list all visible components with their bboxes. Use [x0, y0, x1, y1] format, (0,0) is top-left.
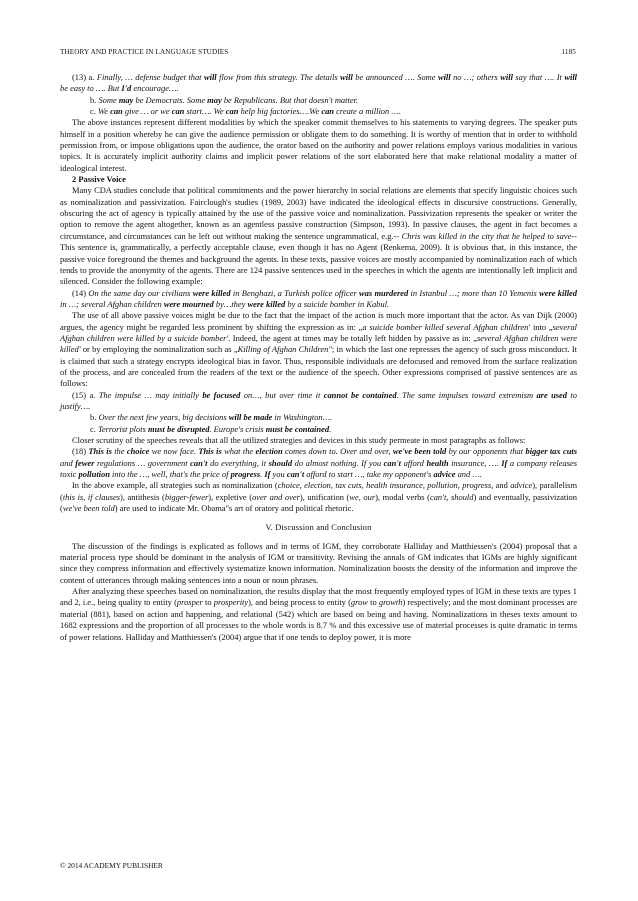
text-run: was murdered — [359, 287, 409, 298]
text-run: to — [367, 597, 379, 608]
text-run: say that …. It — [512, 72, 565, 82]
text-run: ), expletive ( — [208, 491, 253, 502]
text-run: in Benghazi, a Turkish police officer — [230, 287, 360, 298]
text-run: may — [207, 94, 222, 105]
text-run: can — [321, 106, 334, 117]
text-run: create a million …. — [334, 106, 401, 117]
text-run: can — [171, 106, 185, 117]
text-run: were killed — [539, 287, 578, 298]
text-run: After analyzing these speeches based on nominalization, the results display that the most frequently employed types of IGM in these texts are types 1 and 2, i.e., being quality to entity ( — [60, 586, 577, 608]
text-run: and — [493, 480, 511, 491]
example-13a — [60, 72, 577, 95]
text-run: must be contained — [265, 423, 330, 434]
paragraph-passive-discussion — [60, 310, 577, 389]
text-run: into „ — [530, 321, 553, 332]
text-run: progress — [230, 469, 261, 480]
text-run: on…, but over time it — [240, 389, 324, 400]
text-run: regulations … government — [94, 457, 191, 468]
text-run: will — [500, 72, 513, 82]
paragraph-strategies-summary — [60, 480, 577, 514]
text-run: (13) a. — [72, 72, 97, 82]
text-run: (18) — [72, 446, 89, 457]
example-13c — [60, 106, 577, 117]
text-run: . Europe's crisis — [209, 423, 266, 434]
text-run: insurance, …. — [448, 457, 502, 468]
text-run: ), parallelism ( — [60, 480, 578, 502]
text-run: encourage…. — [131, 83, 179, 94]
text-run: Closer scrutiny of the speeches reveals that all the utilized strategies and devices in this study permeate in most paragraphs as follows: — [72, 435, 526, 445]
text-run: bigger-fewer — [164, 491, 209, 502]
text-run: be Republicans. But that doesn't matter. — [221, 94, 359, 105]
text-run: This is — [88, 446, 112, 457]
text-run: by…they — [213, 298, 248, 309]
text-run: start…. We — [184, 106, 226, 117]
text-run: a company releases toxic — [60, 457, 578, 480]
text-run: will be made — [228, 412, 273, 423]
text-run: . Indeed, the agent at times may be totally left hidden by passive as in: „ — [228, 332, 478, 343]
text-run: afford — [401, 457, 427, 468]
text-run: do almost nothing. If you — [292, 457, 384, 468]
text-run: what the — [221, 446, 256, 457]
text-run: ) and eventually, passivization ( — [60, 491, 577, 514]
text-run: you — [270, 469, 287, 480]
text-run: afford to start …, take my opponent's — [304, 469, 434, 480]
text-run: . — [329, 423, 332, 434]
text-run: can't — [383, 457, 402, 468]
text-run: Many CDA studies conclude that political commitments and the power hierarchy in social relations are elements that specify linguistic choices such as nominalization and passivization. Fairclough's studies (1989, 2003) have indicated the ideological effects in discursive constructions. Generally, obscuring the act of agency is typically attained by the use of the passive voice and nominalization. Passivization represents the speaker or writer the option to remove the agent altogether, known as an agentless passive construction (Simpson, 1993). In passive clauses, the agent in fact becomes a circumstance, and circumstances can be left out without making the sentence ungrammatical, e.g.-- — [60, 185, 577, 241]
example-15b — [60, 412, 577, 423]
text-run: . — [260, 469, 265, 480]
text-run: will — [564, 72, 578, 82]
text-run: -- This sentence is, grammatically, a perfectly acceptable clause, even though it has no Agent (Renkema, 2009). It is obvious that, in this instance, the passive voice foreground the themes and background the agents. In these texts, passive voices are mostly accompanied by nominalization each of which tends to provide the anonymity of the agents. There are 124 passive sentences used in the speeches in which the agents are intentionally left implicit and silenced. Consider the following example: — [60, 230, 577, 287]
text-run: we, our — [349, 491, 376, 502]
text-run: 2 Passive Voice — [72, 174, 126, 185]
text-run: choice — [126, 446, 150, 457]
text-run: prosperity — [213, 597, 249, 608]
text-run: Chris was killed in the city that he helped to save — [401, 230, 572, 241]
text-run: or by employing the nominalization such as „ — [80, 344, 238, 355]
page-number: 1185 — [561, 48, 576, 56]
text-run: choice, election, tax cuts, health insurance, pollution, progress, — [277, 480, 494, 491]
text-run: ) respectively; and the most dominant processes are material (881), based on action and happening, and relational (542) which are based on being and having. Nominalizations in theses texts amount to 1682 expressions and the proportion of all processes to the whole words is 8.7 % and this excessive use of material processes is quite dramatic in terms of power relations. Halliday and Matthiessen's (2004) argue that if one tends to deploy power, it is more — [60, 597, 577, 642]
text-run: comes down to. Over and over, — [282, 446, 393, 457]
text-run: to — [202, 597, 214, 608]
text-run: b. — [90, 94, 99, 105]
text-run: will — [340, 72, 353, 82]
text-run: (15) a. — [72, 389, 99, 400]
text-run: be easy to …. But — [60, 83, 122, 94]
text-run: in Washington…. — [272, 412, 333, 423]
section-heading-discussion: V. Discussion and Conclusion — [265, 523, 372, 533]
text-run: The above instances represent different modalities by which the speaker commit themselves to his statements to varying degrees. The speaker puts himself in a position whereby he can give the audience permission or obligate them to do something. It is worthy of mention that in order to withhold permission from, or impose obligations upon the audience, the orator based on the authority and power relations employs various modalities in various topics. It is accurately implicit authority claims and implicit power relations of the sort elaborated here that make relational modality a matter of ideological interest. — [60, 117, 577, 173]
text-run: The impulse … may initially — [98, 389, 203, 400]
text-run: This is — [198, 446, 222, 457]
text-run: can't — [190, 457, 208, 468]
text-run: will — [437, 72, 451, 82]
text-run: give … or we — [122, 106, 172, 117]
example-13b — [60, 95, 577, 106]
text-run: help big factories….We — [238, 106, 322, 117]
text-run: in …; several Afghan children — [60, 298, 164, 309]
text-run: by our opponents that — [446, 446, 526, 457]
text-run: we now face. — [149, 446, 199, 457]
text-run: ), antithesis ( — [120, 491, 165, 502]
text-run: be announced …. Some — [352, 72, 438, 82]
text-run: we've been told — [392, 446, 447, 457]
running-header — [60, 48, 576, 56]
example-15c — [60, 424, 577, 435]
text-run: should — [268, 457, 293, 468]
text-run: (14) — [72, 287, 89, 298]
text-run: and — [60, 457, 76, 468]
text-run: Some — [98, 94, 119, 105]
text-run: prosper — [176, 597, 203, 608]
paragraph-discussion-1 — [60, 541, 577, 586]
body-text — [60, 72, 577, 643]
text-run: advice — [433, 469, 456, 480]
text-run: bigger tax cuts — [525, 446, 578, 457]
text-run: were killed — [247, 298, 286, 309]
example-14 — [60, 288, 577, 311]
paragraph-discussion-2 — [60, 586, 577, 643]
text-run: Killing of Afghan Children" — [237, 344, 332, 355]
text-run: in Istanbul …; more than 10 Yemenis — [408, 287, 540, 298]
text-run: several Afghan children were killed' — [60, 332, 577, 355]
text-run: ; in which the last one represses the agency of such gross misconduct. It is claimed that such a strategy encrypts ideological bias in favor. Thus, responsible individuals are defocused and removed from the surface realization of the process, and are concealed from the readers of the text or the audience of the speech. Other expressions comprised of passive sentences are as follows: — [60, 344, 577, 389]
text-run: pollution — [78, 469, 110, 480]
text-run: can — [110, 106, 123, 117]
text-run: ), and being process to entity ( — [248, 597, 351, 608]
paragraph-passive-intro — [60, 185, 577, 287]
text-run: On the same day our civilians — [88, 287, 193, 298]
text-run: ) are used to indicate Mr. Obama"s art of oratory and political rhetoric. — [114, 503, 354, 514]
text-run: several Afghan children were killed by a suicide bomber' — [60, 321, 578, 343]
text-run: a suicide bomber killed several Afghan children' — [362, 321, 531, 332]
text-run: and …. — [455, 469, 482, 480]
paragraph-modalities — [60, 117, 577, 174]
text-run: are used — [536, 389, 568, 400]
text-run: can — [225, 106, 239, 117]
text-run: must be disrupted — [148, 423, 210, 434]
text-run: Finally, … defense budget that — [96, 72, 204, 82]
text-run: to justify…. — [60, 389, 577, 411]
paragraph-scrutiny — [60, 435, 577, 446]
text-run: will — [203, 72, 217, 82]
text-run: In the above example, all strategies such as nominalization ( — [72, 480, 278, 491]
text-run: We — [97, 106, 111, 117]
text-run: If — [501, 457, 508, 468]
example-15a — [60, 390, 577, 413]
text-run: . The same impulses toward extremism — [396, 389, 537, 400]
text-run: advice — [510, 480, 533, 491]
subsection-heading-passive-voice — [60, 174, 577, 185]
text-run: flow from this strategy. The details — [216, 72, 341, 82]
text-run: over and over — [252, 491, 300, 502]
text-run: Terrorist plots — [97, 423, 148, 434]
journal-title: THEORY AND PRACTICE IN LANGUAGE STUDIES — [60, 48, 229, 56]
text-run: The discussion of the findings is explicated as follows and in terms of IGM, they corroborate Halliday and Matthiessen's (2004) proposal that a material process type should be dominant in the analysis of IGM or transitivity. Revising the annals of GM indicates that IGMs are highly significant since they compress information and effectively systematize known information. Nominalization boosts the density of the information and improve the content of utterances through making sentences into a noun or noun phrases. — [60, 540, 577, 585]
example-18 — [60, 446, 577, 480]
text-run: do everything, it — [207, 457, 269, 468]
text-run: be Democrats. Some — [133, 94, 208, 105]
text-run: by a suicide bomber in Kabul. — [285, 298, 390, 309]
text-run: fewer — [75, 457, 95, 468]
text-run: were killed — [192, 287, 231, 298]
text-run: If — [264, 469, 271, 480]
text-run: Over the next few years, big decisions — [98, 412, 229, 423]
text-run: this is, if clauses — [62, 491, 121, 502]
footer-copyright: © 2014 ACADEMY PUBLISHER — [60, 861, 163, 870]
text-run: election — [255, 446, 283, 457]
text-run: were mourned — [163, 298, 214, 309]
text-run: the — [111, 446, 127, 457]
text-run: I'd — [121, 83, 132, 94]
text-run: can't, should — [429, 491, 474, 502]
text-run: may — [118, 94, 134, 105]
text-run: growth — [378, 597, 403, 608]
text-run: we've been told — [62, 503, 115, 514]
text-run: c. — [90, 423, 98, 434]
text-run: into the …, well, that's the price of — [109, 469, 231, 480]
text-run: health — [426, 457, 449, 468]
text-run: ), modal verbs ( — [375, 491, 430, 502]
text-run: can't — [286, 469, 305, 480]
text-run: b. — [90, 412, 99, 423]
text-run: ), unification ( — [299, 491, 350, 502]
text-run: cannot be contained — [323, 389, 397, 400]
text-run: c. — [90, 106, 98, 117]
text-run: no …; others — [450, 72, 501, 82]
text-run: grow — [350, 597, 368, 608]
text-run: be focused — [202, 389, 241, 400]
text-run: The use of all above passive voices might be due to the fact that the impact of the action is much more important that the actor. As van Dijk (2000) argues, the agency might be regarded less prominent by shifting the expression as in: „ — [60, 310, 577, 332]
